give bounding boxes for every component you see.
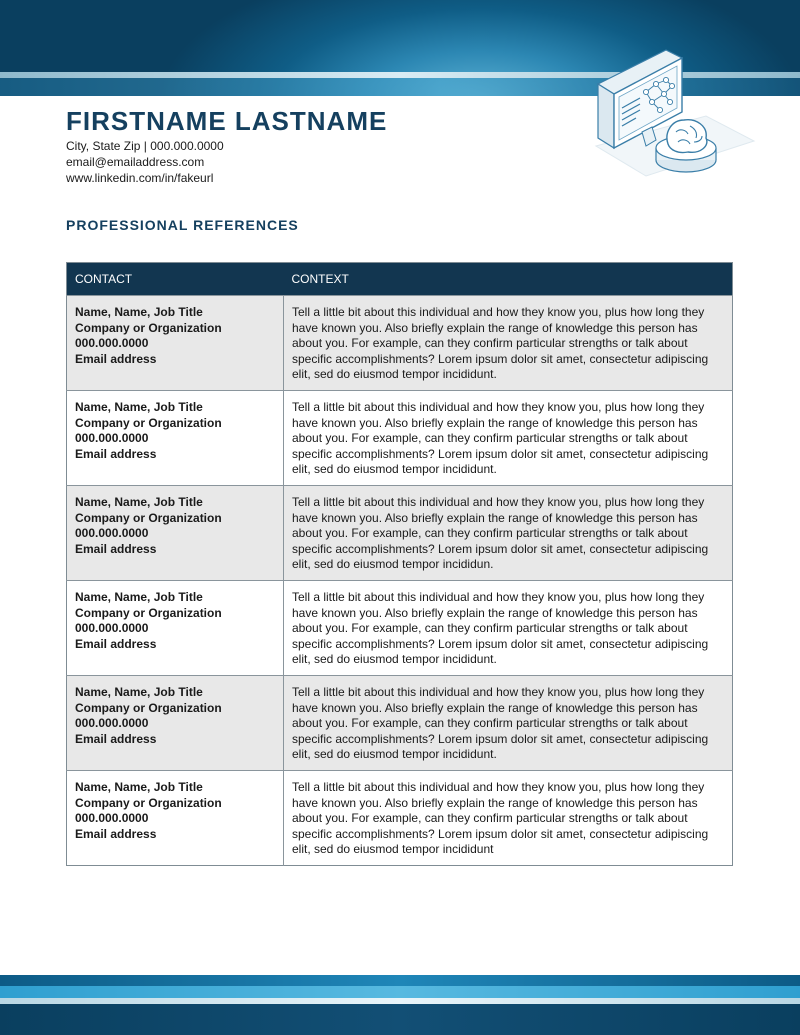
email-line[interactable]: email@emailaddress.com: [66, 155, 205, 169]
footer-stripe-dark: [0, 1004, 800, 1035]
reference-context-cell: Tell a little bit about this individual and how they know you, plus how long they have known you. Also briefly explain the range of knowledge this person has about you. For example, can they confirm particular strengths or talk about specific accomplishments? Lorem ipsum dolor sit amet, consectetur adipiscing elit, sed do eiusmod tempor incididunt.: [284, 296, 733, 391]
reference-phone: 000.000.0000: [75, 621, 149, 636]
reference-contact-cell: [67, 771, 284, 866]
reference-phone: 000.000.0000: [75, 336, 149, 351]
reference-company: Company or Organization: [75, 700, 222, 715]
reference-contact-cell: [67, 486, 284, 581]
reference-email: Email address: [75, 541, 157, 556]
computer-brain-illustration-icon: [586, 36, 758, 196]
reference-context-cell: Tell a little bit about this individual and how they know you, plus how long they have known you. Also briefly explain the range of knowledge this person has about you. For example, can they confirm particular strengths or talk about specific accomplishments? Lorem ipsum dolor sit amet, consectetur adipiscing elit, sed do eiusmod tempor incididunt.: [284, 391, 733, 486]
reference-name: Name, Name, Job Title: [75, 400, 203, 414]
reference-email: Email address: [75, 636, 157, 651]
reference-company: Company or Organization: [75, 795, 222, 810]
reference-phone: 000.000.0000: [75, 716, 149, 731]
reference-company: Company or Organization: [75, 415, 222, 430]
reference-phone: 000.000.0000: [75, 431, 149, 446]
table-row: [67, 581, 733, 676]
reference-context-cell: Tell a little bit about this individual and how they know you, plus how long they have known you. Also briefly explain the range of knowledge this person has about you. For example, can they confirm particular strengths or talk about specific accomplishments? Lorem ipsum dolor sit amet, consectetur adipiscing elit, sed do eiusmod tempor incididun.: [284, 486, 733, 581]
reference-name: Name, Name, Job Title: [75, 305, 203, 319]
section-title: PROFESSIONAL REFERENCES: [66, 217, 299, 233]
reference-name: Name, Name, Job Title: [75, 495, 203, 509]
table-row: [67, 296, 733, 391]
references-table: [66, 262, 733, 866]
reference-name: Name, Name, Job Title: [75, 590, 203, 604]
table-row: [67, 676, 733, 771]
address-phone-line: City, State Zip | 000.000.0000: [66, 139, 224, 153]
reference-contact-cell: [67, 391, 284, 486]
reference-company: Company or Organization: [75, 605, 222, 620]
table-row: [67, 391, 733, 486]
reference-phone: 000.000.0000: [75, 811, 149, 826]
table-header-row: [67, 263, 733, 296]
column-header-contact: CONTACT: [67, 263, 284, 296]
reference-email: Email address: [75, 826, 157, 841]
table-row: [67, 486, 733, 581]
reference-phone: 000.000.0000: [75, 526, 149, 541]
column-header-context: CONTEXT: [284, 263, 733, 296]
reference-name: Name, Name, Job Title: [75, 685, 203, 699]
applicant-name: FIRSTNAME LASTNAME: [66, 106, 388, 136]
reference-contact-cell: [67, 296, 284, 391]
reference-name: Name, Name, Job Title: [75, 780, 203, 794]
reference-context-cell: Tell a little bit about this individual and how they know you, plus how long they have known you. Also briefly explain the range of knowledge this person has about you. For example, can they confirm particular strengths or talk about specific accomplishments? Lorem ipsum dolor sit amet, consectetur adipiscing elit, sed do eiusmod tempor incididunt.: [284, 581, 733, 676]
reference-contact-cell: [67, 676, 284, 771]
reference-contact-cell: [67, 581, 284, 676]
linkedin-line[interactable]: www.linkedin.com/in/fakeurl: [66, 171, 214, 185]
reference-context-cell: Tell a little bit about this individual and how they know you, plus how long they have known you. Also briefly explain the range of knowledge this person has about you. For example, can they confirm particular strengths or talk about specific accomplishments? Lorem ipsum dolor sit amet, consectetur adipiscing elit, sed do eiusmod tempor incididunt.: [284, 676, 733, 771]
reference-email: Email address: [75, 446, 157, 461]
footer-stripe-light: [0, 986, 800, 998]
reference-email: Email address: [75, 731, 157, 746]
table-row: [67, 771, 733, 866]
reference-email: Email address: [75, 351, 157, 366]
reference-company: Company or Organization: [75, 320, 222, 335]
footer-decorative-band: [0, 975, 800, 1035]
reference-company: Company or Organization: [75, 510, 222, 525]
reference-context-cell: Tell a little bit about this individual and how they know you, plus how long they have known you. Also briefly explain the range of knowledge this person has about you. For example, can they confirm particular strengths or talk about specific accomplishments? Lorem ipsum dolor sit amet, consectetur adipiscing elit, sed do eiusmod tempor incididunt: [284, 771, 733, 866]
